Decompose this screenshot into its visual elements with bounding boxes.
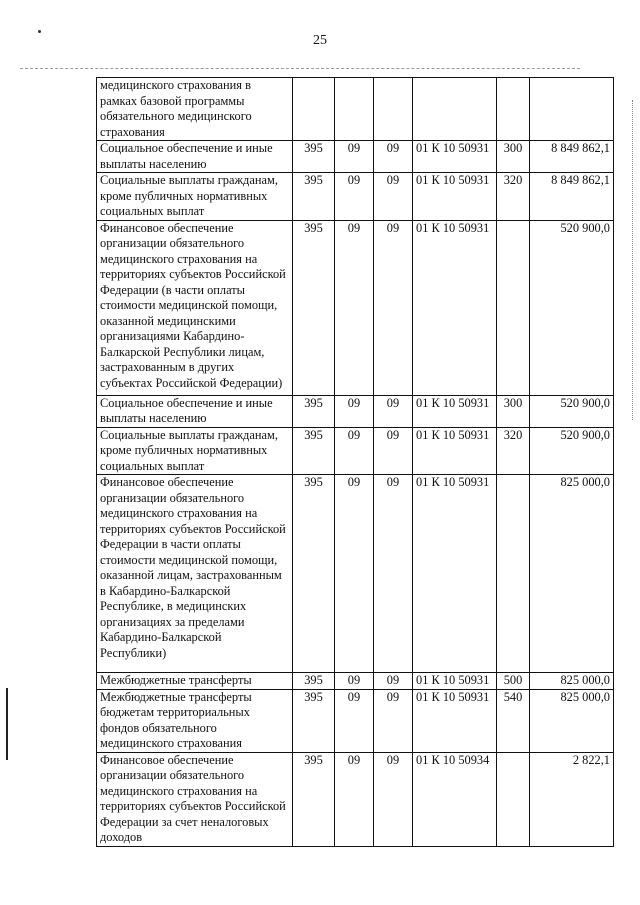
- row-section: 09: [335, 752, 374, 846]
- table-row: [97, 220, 614, 395]
- row-code: 395: [293, 220, 335, 395]
- row-subsection: 09: [374, 427, 413, 475]
- table-row: [97, 752, 614, 846]
- table-row: [97, 173, 614, 221]
- row-sum: 520 900,0: [530, 220, 614, 395]
- row-subsection: 09: [374, 752, 413, 846]
- row-expense-type: 500: [497, 673, 530, 690]
- row-sum: 520 900,0: [530, 395, 614, 427]
- row-name: Финансовое обеспечение организации обязательного медицинского страхования на территориях субъектов Российской Федерации за счет неналоговых доходов: [97, 752, 293, 846]
- row-expense-type: 300: [497, 141, 530, 173]
- row-code: 395: [293, 673, 335, 690]
- row-name: Социальные выплаты гражданам, кроме публичных нормативных социальных выплат: [97, 173, 293, 221]
- row-code: [293, 78, 335, 141]
- row-target-article: 01 К 10 50931: [413, 689, 497, 752]
- row-target-article: 01 К 10 50931: [413, 673, 497, 690]
- row-expense-type: 320: [497, 427, 530, 475]
- row-target-article: 01 К 10 50931: [413, 395, 497, 427]
- row-section: 09: [335, 689, 374, 752]
- row-name: медицинского страхования в рамках базовой программы обязательного медицинского страхования: [97, 78, 293, 141]
- row-subsection: 09: [374, 220, 413, 395]
- row-expense-type: [497, 220, 530, 395]
- table-row: [97, 78, 614, 141]
- row-section: 09: [335, 427, 374, 475]
- row-name: Финансовое обеспечение организации обязательного медицинского страхования на территориях субъектов Российской Федерации (в части оплаты стоимости медицинской помощи, оказанной медицинскими организациями Кабардино-Балкарской Республики лицам, застрахованным в других субъектах Российской Федерации): [97, 220, 293, 395]
- row-subsection: 09: [374, 141, 413, 173]
- row-code: 395: [293, 173, 335, 221]
- scan-edge-mark: [6, 688, 8, 760]
- row-subsection: [374, 78, 413, 141]
- row-target-article: 01 К 10 50934: [413, 752, 497, 846]
- row-sum: 825 000,0: [530, 689, 614, 752]
- row-section: 09: [335, 220, 374, 395]
- row-subsection: 09: [374, 689, 413, 752]
- row-section: 09: [335, 395, 374, 427]
- row-target-article: 01 К 10 50931: [413, 427, 497, 475]
- row-name: Межбюджетные трансферты бюджетам территориальных фондов обязательного медицинского страхования: [97, 689, 293, 752]
- table-row: [97, 395, 614, 427]
- row-section: 09: [335, 141, 374, 173]
- budget-table: [96, 77, 614, 847]
- row-sum: 825 000,0: [530, 475, 614, 673]
- row-section: 09: [335, 673, 374, 690]
- row-subsection: 09: [374, 395, 413, 427]
- row-expense-type: 320: [497, 173, 530, 221]
- row-subsection: 09: [374, 673, 413, 690]
- row-name: Финансовое обеспечение организации обязательного медицинского страхования на территориях субъектов Российской Федерации в части оплаты стоимости медицинской помощи, оказанной лицам, застрахованным в Кабардино-Балкарской Республике, в медицинских организациях за пределами Кабардино-Балкарской Республики): [97, 475, 293, 673]
- table-row: [97, 427, 614, 475]
- page-number: 25: [313, 33, 327, 48]
- table-row: [97, 673, 614, 690]
- row-section: [335, 78, 374, 141]
- row-subsection: 09: [374, 475, 413, 673]
- row-expense-type: [497, 78, 530, 141]
- row-sum: 2 822,1: [530, 752, 614, 846]
- row-expense-type: [497, 475, 530, 673]
- scan-artifact-line: [20, 68, 580, 69]
- row-name: Социальное обеспечение и иные выплаты населению: [97, 395, 293, 427]
- row-expense-type: [497, 752, 530, 846]
- row-sum: 825 000,0: [530, 673, 614, 690]
- row-name: Социальное обеспечение и иные выплаты населению: [97, 141, 293, 173]
- table-row: [97, 689, 614, 752]
- row-target-article: 01 К 10 50931: [413, 173, 497, 221]
- row-section: 09: [335, 475, 374, 673]
- row-code: 395: [293, 752, 335, 846]
- row-section: 09: [335, 173, 374, 221]
- row-code: 395: [293, 141, 335, 173]
- row-expense-type: 540: [497, 689, 530, 752]
- row-code: 395: [293, 427, 335, 475]
- row-code: 395: [293, 395, 335, 427]
- row-expense-type: 300: [497, 395, 530, 427]
- row-sum: 8 849 862,1: [530, 173, 614, 221]
- row-sum: 520 900,0: [530, 427, 614, 475]
- row-sum: 8 849 862,1: [530, 141, 614, 173]
- row-name: Межбюджетные трансферты: [97, 673, 293, 690]
- table-row: [97, 475, 614, 673]
- table-row: [97, 141, 614, 173]
- row-sum: [530, 78, 614, 141]
- row-target-article: 01 К 10 50931: [413, 141, 497, 173]
- row-subsection: 09: [374, 173, 413, 221]
- row-target-article: 01 К 10 50931: [413, 220, 497, 395]
- row-target-article: 01 К 10 50931: [413, 475, 497, 673]
- row-target-article: [413, 78, 497, 141]
- row-name: Социальные выплаты гражданам, кроме публичных нормативных социальных выплат: [97, 427, 293, 475]
- row-code: 395: [293, 689, 335, 752]
- row-code: 395: [293, 475, 335, 673]
- scan-edge-ticks: [632, 100, 635, 420]
